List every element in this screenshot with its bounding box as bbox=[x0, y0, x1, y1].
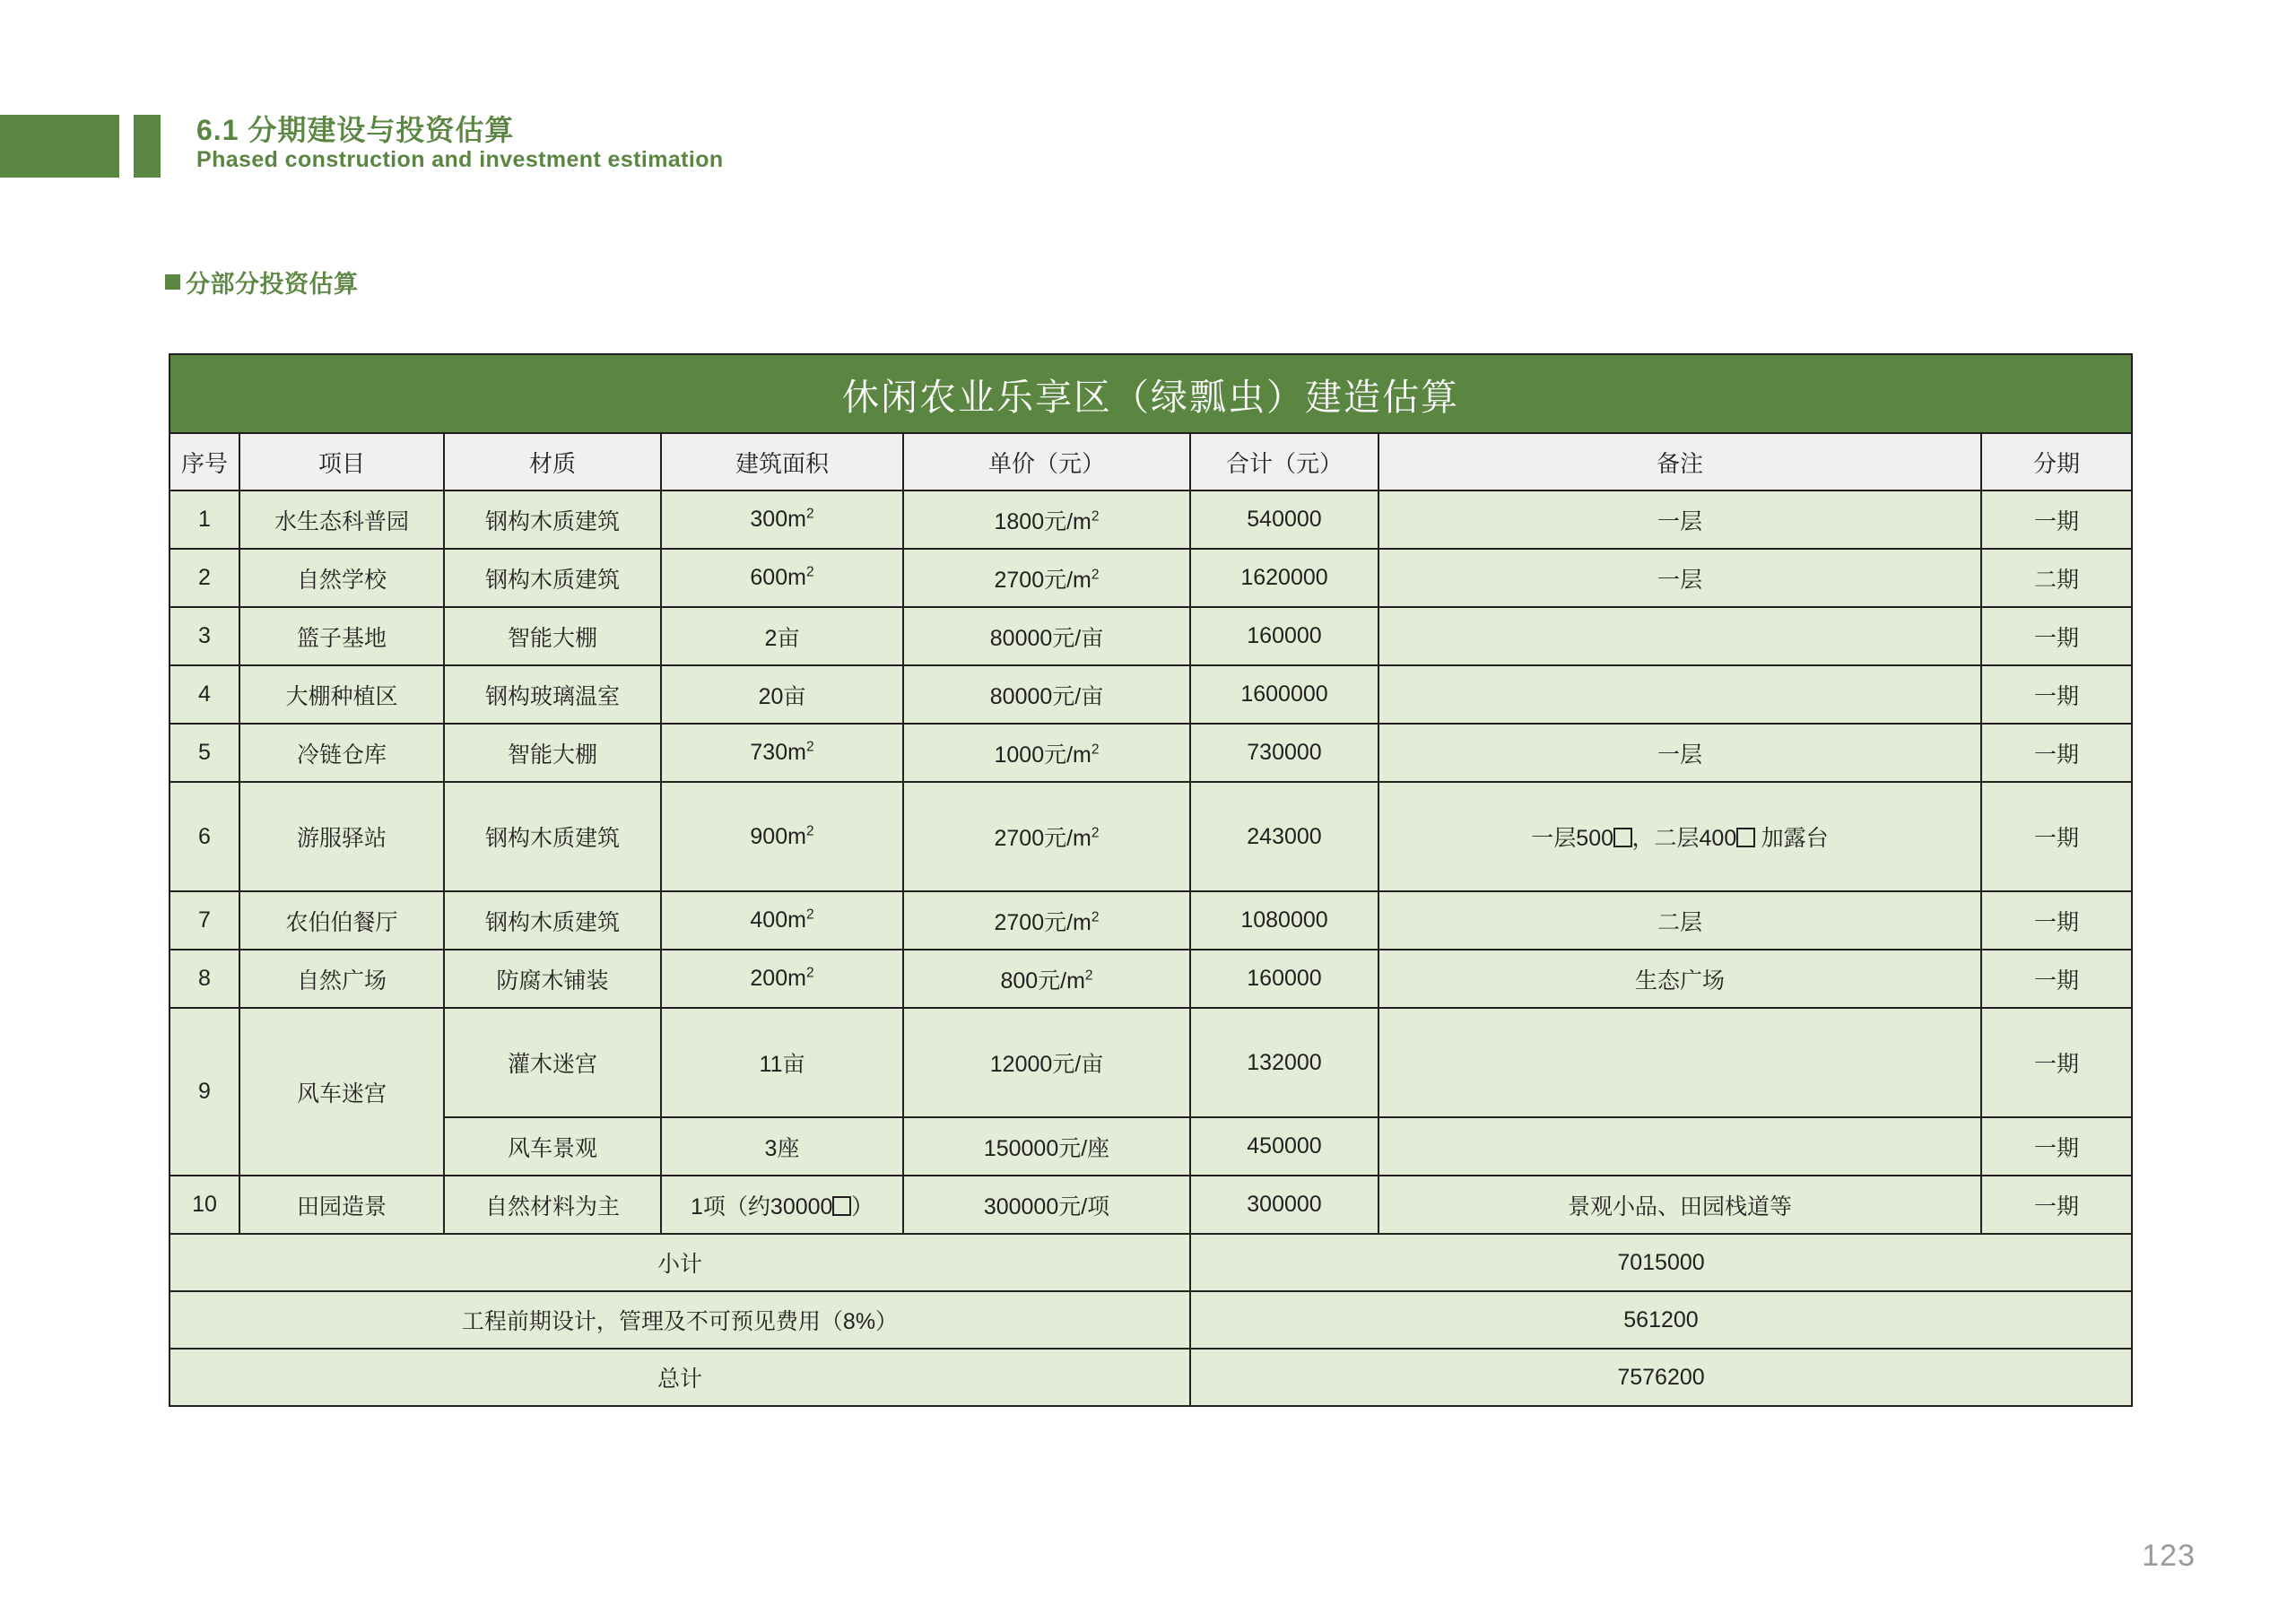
summary-value-subtotal: 7015000 bbox=[1190, 1234, 2132, 1291]
estimation-table-container bbox=[169, 353, 2131, 1407]
cell-total: 1080000 bbox=[1190, 891, 1378, 950]
cell-phase: 一期 bbox=[1981, 1117, 2132, 1176]
cell-price: 150000元/座 bbox=[903, 1117, 1190, 1176]
table-title: 休闲农业乐享区（绿瓢虫）建造估算 bbox=[170, 354, 2132, 433]
cell-total: 1600000 bbox=[1190, 665, 1378, 724]
cell-area: 20亩 bbox=[661, 665, 903, 724]
cell-remark bbox=[1378, 1008, 1981, 1117]
cell-area: $300m^2$ bbox=[661, 490, 903, 549]
cell-item: 冷链仓库 bbox=[239, 724, 444, 782]
cell-remark: 二层 bbox=[1378, 891, 1981, 950]
cell-total: 450000 bbox=[1190, 1117, 1378, 1176]
table-row bbox=[170, 1117, 2132, 1176]
cell-material: 智能大棚 bbox=[444, 607, 661, 665]
page-header bbox=[0, 115, 724, 178]
cell-price: 80000元/亩 bbox=[903, 665, 1190, 724]
summary-label-contingency: 工程前期设计，管理及不可预见费用（8%） bbox=[170, 1291, 1190, 1349]
cell-material: 钢构木质建筑 bbox=[444, 891, 661, 950]
cell-price: 2700元$/m^2$ bbox=[903, 782, 1190, 891]
cell-phase: 一期 bbox=[1981, 724, 2132, 782]
cell-no: 9 bbox=[170, 1008, 239, 1176]
header-accent-bar-narrow bbox=[134, 115, 161, 178]
cell-area: 2亩 bbox=[661, 607, 903, 665]
cell-material: 钢构木质建筑 bbox=[444, 490, 661, 549]
cell-phase: 二期 bbox=[1981, 549, 2132, 607]
cell-no: 8 bbox=[170, 950, 239, 1008]
cell-total: 730000 bbox=[1190, 724, 1378, 782]
cell-remark bbox=[1378, 607, 1981, 665]
column-header-item: 项目 bbox=[239, 433, 444, 490]
cell-material: 智能大棚 bbox=[444, 724, 661, 782]
cell-item: 自然学校 bbox=[239, 549, 444, 607]
cell-price: 1000元$/m^2$ bbox=[903, 724, 1190, 782]
cell-no: 1 bbox=[170, 490, 239, 549]
cell-material: 钢构玻璃温室 bbox=[444, 665, 661, 724]
cell-total: 160000 bbox=[1190, 607, 1378, 665]
cell-area: $400m^2$ bbox=[661, 891, 903, 950]
table-title-row bbox=[170, 354, 2132, 433]
section-heading bbox=[165, 265, 359, 299]
column-header-area: 建筑面积 bbox=[661, 433, 903, 490]
header-accent-gap bbox=[119, 115, 134, 178]
page-title-cn: 6.1 分期建设与投资估算 bbox=[196, 114, 515, 146]
table-row bbox=[170, 665, 2132, 724]
cell-area: $600m^2$ bbox=[661, 549, 903, 607]
cell-remark bbox=[1378, 1117, 1981, 1176]
header-text-group bbox=[196, 115, 724, 178]
summary-row bbox=[170, 1291, 2132, 1349]
cell-item: 农伯伯餐厅 bbox=[239, 891, 444, 950]
cell-price: 800元$/m^2$ bbox=[903, 950, 1190, 1008]
cell-remark: 一层 bbox=[1378, 549, 1981, 607]
table-row bbox=[170, 891, 2132, 950]
estimation-table bbox=[169, 353, 2133, 1407]
cell-material: 自然材料为主 bbox=[444, 1176, 661, 1234]
cell-area: $900m^2$ bbox=[661, 782, 903, 891]
table-row bbox=[170, 724, 2132, 782]
cell-price: 2700元$/m^2$ bbox=[903, 549, 1190, 607]
cell-phase: 一期 bbox=[1981, 607, 2132, 665]
cell-phase: 一期 bbox=[1981, 490, 2132, 549]
summary-label-subtotal: 小计 bbox=[170, 1234, 1190, 1291]
table-row bbox=[170, 1008, 2132, 1117]
column-header-total: 合计（元） bbox=[1190, 433, 1378, 490]
cell-phase: 一期 bbox=[1981, 1008, 2132, 1117]
summary-value-grandtotal: 7576200 bbox=[1190, 1349, 2132, 1406]
cell-item: 水生态科普园 bbox=[239, 490, 444, 549]
cell-total: 540000 bbox=[1190, 490, 1378, 549]
cell-item: 大棚种植区 bbox=[239, 665, 444, 724]
table-row bbox=[170, 950, 2132, 1008]
page-title-en: Phased construction and investment estimation bbox=[196, 146, 724, 172]
cell-no: 3 bbox=[170, 607, 239, 665]
column-header-no: 序号 bbox=[170, 433, 239, 490]
table-row bbox=[170, 607, 2132, 665]
cell-area: 3座 bbox=[661, 1117, 903, 1176]
summary-row bbox=[170, 1349, 2132, 1406]
cell-no: 2 bbox=[170, 549, 239, 607]
cell-area: 1项（约30000 ） bbox=[661, 1176, 903, 1234]
cell-no: 10 bbox=[170, 1176, 239, 1234]
column-header-phase: 分期 bbox=[1981, 433, 2132, 490]
column-header-material: 材质 bbox=[444, 433, 661, 490]
cell-remark bbox=[1378, 665, 1981, 724]
cell-price: 80000元/亩 bbox=[903, 607, 1190, 665]
cell-price: 300000元/项 bbox=[903, 1176, 1190, 1234]
table-row bbox=[170, 549, 2132, 607]
cell-no: 6 bbox=[170, 782, 239, 891]
cell-area: $200m^2$ bbox=[661, 950, 903, 1008]
column-header-remark: 备注 bbox=[1378, 433, 1981, 490]
summary-row bbox=[170, 1234, 2132, 1291]
table-header-row bbox=[170, 433, 2132, 490]
cell-phase: 一期 bbox=[1981, 891, 2132, 950]
cell-remark: 一层500 ，二层400 加露台 bbox=[1378, 782, 1981, 891]
cell-material: 防腐木铺装 bbox=[444, 950, 661, 1008]
cell-remark: 一层 bbox=[1378, 490, 1981, 549]
cell-phase: 一期 bbox=[1981, 665, 2132, 724]
cell-price: 2700元$/m^2$ bbox=[903, 891, 1190, 950]
cell-total: 132000 bbox=[1190, 1008, 1378, 1117]
header-accent-bar-wide bbox=[0, 115, 119, 178]
cell-total: 1620000 bbox=[1190, 549, 1378, 607]
cell-item: 自然广场 bbox=[239, 950, 444, 1008]
cell-material: 风车景观 bbox=[444, 1117, 661, 1176]
cell-price: 1800元$/m^2$ bbox=[903, 490, 1190, 549]
section-heading-label: 分部分投资估算 bbox=[186, 271, 359, 298]
table-row bbox=[170, 782, 2132, 891]
cell-material: 钢构木质建筑 bbox=[444, 782, 661, 891]
cell-remark: 生态广场 bbox=[1378, 950, 1981, 1008]
cell-phase: 一期 bbox=[1981, 1176, 2132, 1234]
cell-total: 300000 bbox=[1190, 1176, 1378, 1234]
table-row bbox=[170, 1176, 2132, 1234]
table-row bbox=[170, 490, 2132, 549]
square-bullet-icon bbox=[165, 274, 180, 290]
cell-item: 游服驿站 bbox=[239, 782, 444, 891]
cell-item: 田园造景 bbox=[239, 1176, 444, 1234]
summary-label-grandtotal: 总计 bbox=[170, 1349, 1190, 1406]
cell-item: 篮子基地 bbox=[239, 607, 444, 665]
cell-remark: 一层 bbox=[1378, 724, 1981, 782]
cell-no: 4 bbox=[170, 665, 239, 724]
cell-no: 5 bbox=[170, 724, 239, 782]
cell-no: 7 bbox=[170, 891, 239, 950]
page-number: 123 bbox=[2142, 1539, 2196, 1573]
cell-phase: 一期 bbox=[1981, 782, 2132, 891]
cell-item: 风车迷宫 bbox=[239, 1008, 444, 1176]
column-header-price: 单价（元） bbox=[903, 433, 1190, 490]
cell-remark: 景观小品、田园栈道等 bbox=[1378, 1176, 1981, 1234]
cell-area: 11亩 bbox=[661, 1008, 903, 1117]
cell-material: 灌木迷宫 bbox=[444, 1008, 661, 1117]
cell-price: 12000元/亩 bbox=[903, 1008, 1190, 1117]
cell-total: 160000 bbox=[1190, 950, 1378, 1008]
cell-total: 243000 bbox=[1190, 782, 1378, 891]
cell-phase: 一期 bbox=[1981, 950, 2132, 1008]
summary-value-contingency: 561200 bbox=[1190, 1291, 2132, 1349]
cell-material: 钢构木质建筑 bbox=[444, 549, 661, 607]
cell-area: $730m^2$ bbox=[661, 724, 903, 782]
